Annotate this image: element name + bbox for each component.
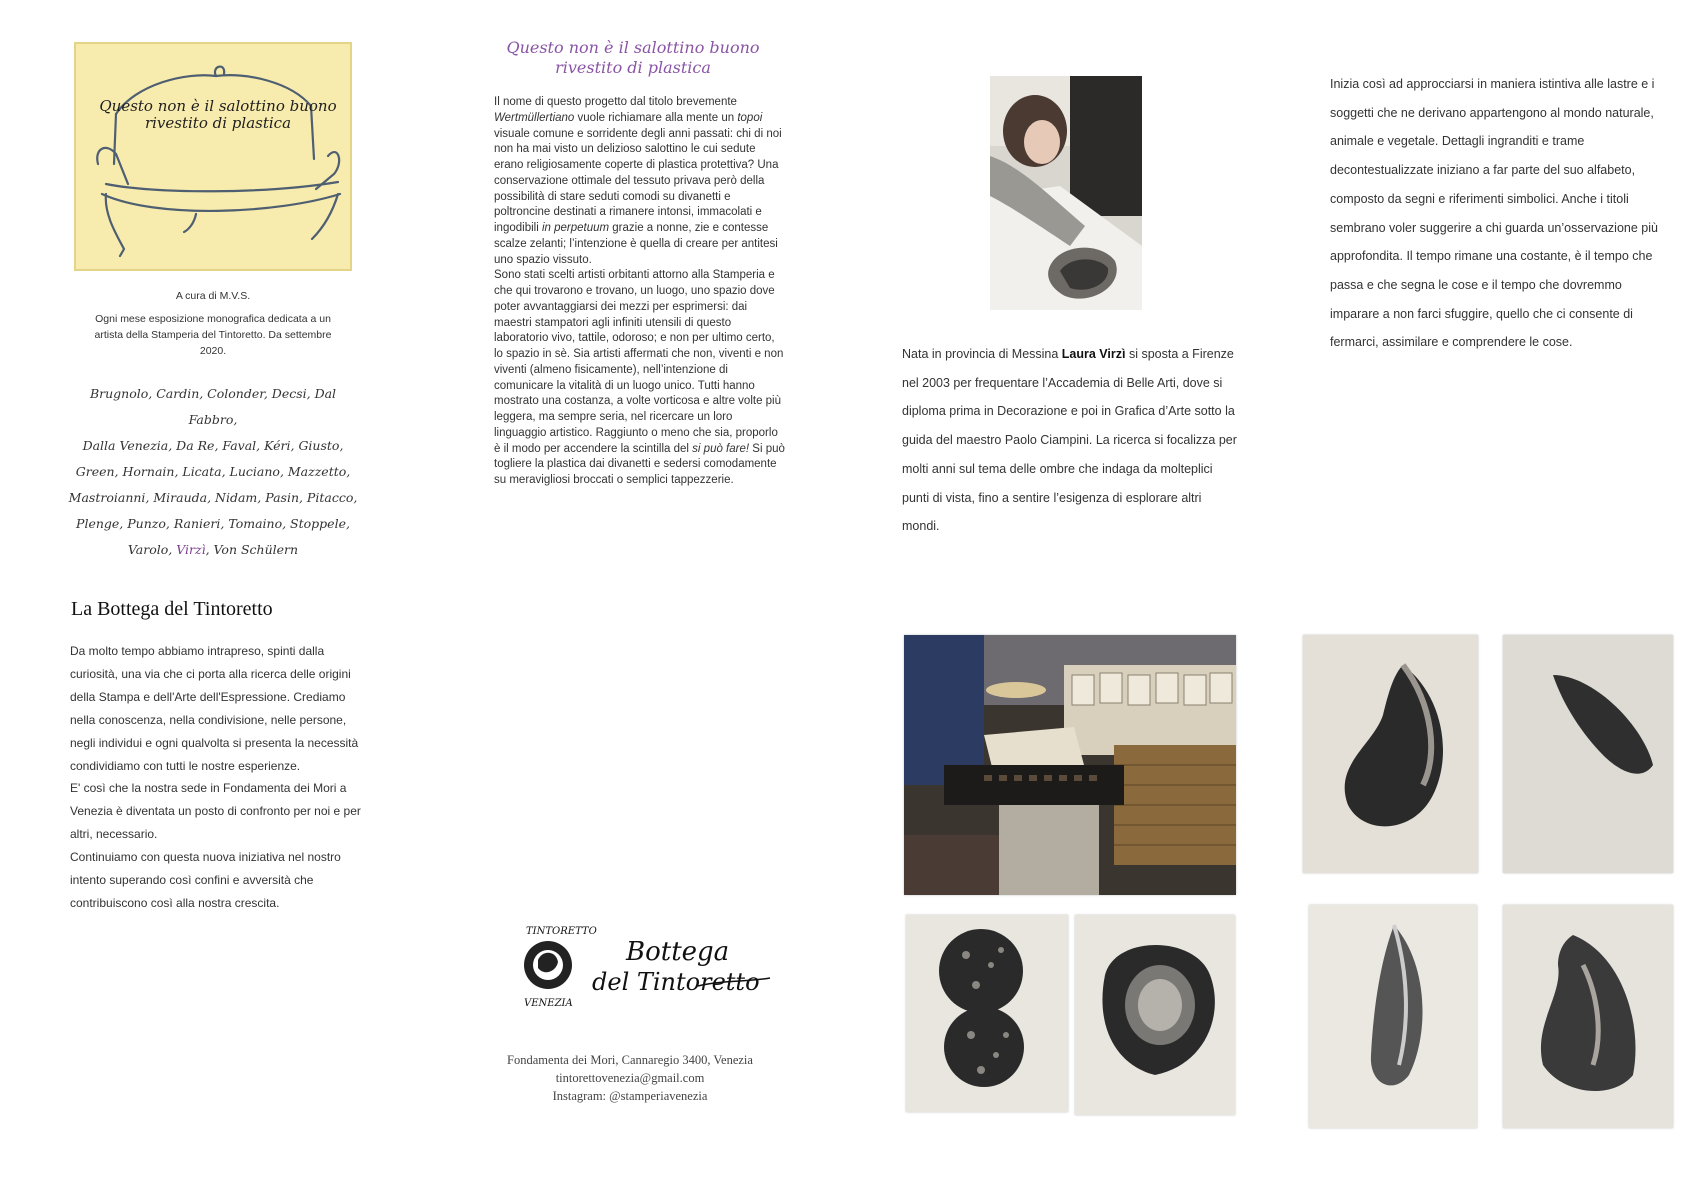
address: Fondamenta dei Mori, Cannaregio 3400, Venezia	[507, 1053, 753, 1067]
print-photo	[1309, 905, 1477, 1128]
text-run: Nata in provincia di Messina	[902, 347, 1062, 361]
artist-names: , Von Schülern	[205, 542, 299, 557]
logo-seal-icon	[508, 920, 778, 1010]
print-photo	[1503, 635, 1673, 873]
paragraph: Continuiamo con questa nuova iniziativa nel nostro intento superando così confini e avversità che contribuiscono così alla nostra crescita.	[70, 850, 341, 910]
text-run: grazie a nonne, zie e contesse scalze zelanti; l’intenzione è quella di creare per antitesi uno spazio vissuto.	[494, 222, 778, 266]
bottega-logo	[508, 920, 778, 1010]
emphasis: si può fare!	[692, 442, 750, 455]
print-photo	[906, 915, 1068, 1112]
paragraph	[494, 95, 786, 268]
paragraph	[494, 268, 786, 489]
artist-list	[68, 381, 358, 563]
poster-title: Questo non è il salottino buono rivestito di plastica	[99, 97, 337, 132]
exhibition-description: Ogni mese esposizione monografica dedicata a un artista della Stamperia del Tintoretto. Da settembre 2020.	[94, 313, 332, 357]
artist-names: Varolo,	[127, 542, 177, 557]
exhibition-poster	[74, 42, 352, 271]
logo-line1: Bottega	[626, 937, 730, 967]
paragraph: E' così che la nostra sede in Fondamenta dei Mori a Venezia è diventata un posto di confronto per noi e per altri, necessario.	[70, 781, 361, 842]
intro-title: Questo non è il salottino buono rivestito di plastica	[506, 38, 760, 77]
artist-line: Plenge, Punzo, Ranieri, Tomaino, Stoppele,	[76, 516, 350, 531]
artist-line: Green, Hornain, Licata, Luciano, Mazzetto,	[75, 464, 351, 479]
artist-line: Dalla Venezia, Da Re, Faval, Kéri, Giusto,	[82, 438, 344, 453]
paragraph: Da molto tempo abbiamo intrapreso, spinti dalla curiosità, una via che ci porta alla ricerca delle origini della Stampa e dell'Arte dell'Espressione. Crediamo nella conoscenza, nella condivisione, nelle persone, negli individui e ogni qualvolta si presenta la necessità condividiamo con tutti le nostre esperienze.	[70, 644, 359, 773]
emphasis: Wertmüllertiano	[494, 111, 575, 124]
emphasis: in perpetuum	[541, 222, 610, 234]
print-photo	[1303, 635, 1478, 873]
print-photo	[1075, 915, 1235, 1115]
intro-text	[494, 95, 786, 489]
artist-line	[68, 537, 358, 563]
artist-line: Brugnolo, Cardin, Colonder, Decsi, Dal Fabbro,	[89, 386, 337, 427]
featured-artist: Virzì	[176, 542, 206, 557]
artist-line: Mastroianni, Mirauda, Nidam, Pasin, Pitacco,	[68, 490, 358, 505]
artist-name: Laura Virzì	[1061, 347, 1126, 361]
text-run: visuale comune e sorridente degli anni passati: chi di noi non ha mai visto un delizioso salottino le cui sedute erano religiosamente coperte di plastica protettiva? Una conservazione ottimale del tessuto privava però della possibilità di stare seduti comodi su divanetti e poltroncine destinati a rimanere intonsi, immacolati e ingodibili	[494, 127, 782, 234]
bottega-text	[70, 640, 370, 915]
email-link[interactable]: tintorettovenezia@gmail.com	[555, 1071, 705, 1085]
curator-credit: A cura di M.V.S.	[175, 290, 251, 302]
sofa-drawing	[76, 44, 350, 269]
text-run: Si può togliere la plastica dai divanetti e sedersi comodamente su meravigliosi broccati o semplici tappezzerie.	[494, 442, 785, 486]
text-run: Il nome di questo progetto dal titolo brevemente	[494, 96, 737, 108]
text-run: si sposta a Firenze nel 2003 per frequentare l’Accademia di Belle Arti, dove si diploma prima in Decorazione e poi in Grafica d’Arte sotto la guida del maestro Paolo Ciampini. La ricerca si focalizza per molti anni sul tema delle ombre che indaga da molteplici punti di vista, fino a sentire l’esigenza di esplorare altri mondi.	[902, 347, 1237, 534]
text-run: vuole richiamare alla mente un	[574, 111, 738, 124]
contact-info	[480, 1051, 780, 1105]
logo-line2: del Tintoretto	[592, 968, 760, 996]
studio-photo	[904, 635, 1236, 895]
text-run: Sono stati scelti artisti orbitanti attorno alla Stamperia e che qui trovarono e trovano, un luogo, uno spazio dove poter avvantaggiarsi dei mezzi per esprimersi: dai maestri stampatori agli infiniti utensili di questo laboratorio vivo, tattile, odoroso; e non per ultimo certo, lo spazio in sè. Sia artisti affermati che non, viventi e non viventi (almeno fisicamente), nell’intenzione di comunicare la vitalità di un luogo unico. Tutti hanno mostrato una costanza, a volte vorticosa e altre volte più leggera, ma sempre seria, nel ricercare un loro linguaggio artistico. Raggiunto o meno che sia, proporlo è il modo per accendere la scintilla del	[494, 269, 784, 455]
print-photo	[1503, 905, 1673, 1128]
seal-top-text: TINTORETTO	[526, 926, 597, 937]
instagram-handle[interactable]: Instagram: @stamperiavenezia	[552, 1089, 708, 1103]
artist-bio	[902, 340, 1242, 541]
artist-portrait-photo	[990, 76, 1142, 310]
artist-statement: Inizia così ad approcciarsi in maniera istintiva alle lastre e i soggetti che ne derivano appartengono al mondo naturale, animale e vegetale. Dettagli ingranditi e trame decontestualizzate iniziano a far parte del suo alfabeto, composto da segni e riferimenti simbolici. Anche i titoli sembrano voler suggerire a chi guarda un’osservazione più approfondita. Il tempo rimane una costante, è il tempo che passa e che segna le cose e il tempo che dovremmo imparare a non farci sfuggire, quello che ci consente di fermarci, assimilare e comprendere le cose.	[1330, 77, 1658, 350]
emphasis: topoi	[737, 111, 763, 124]
bottega-heading: La Bottega del Tintoretto	[71, 598, 273, 620]
seal-bottom-text: VENEZIA	[524, 998, 573, 1009]
